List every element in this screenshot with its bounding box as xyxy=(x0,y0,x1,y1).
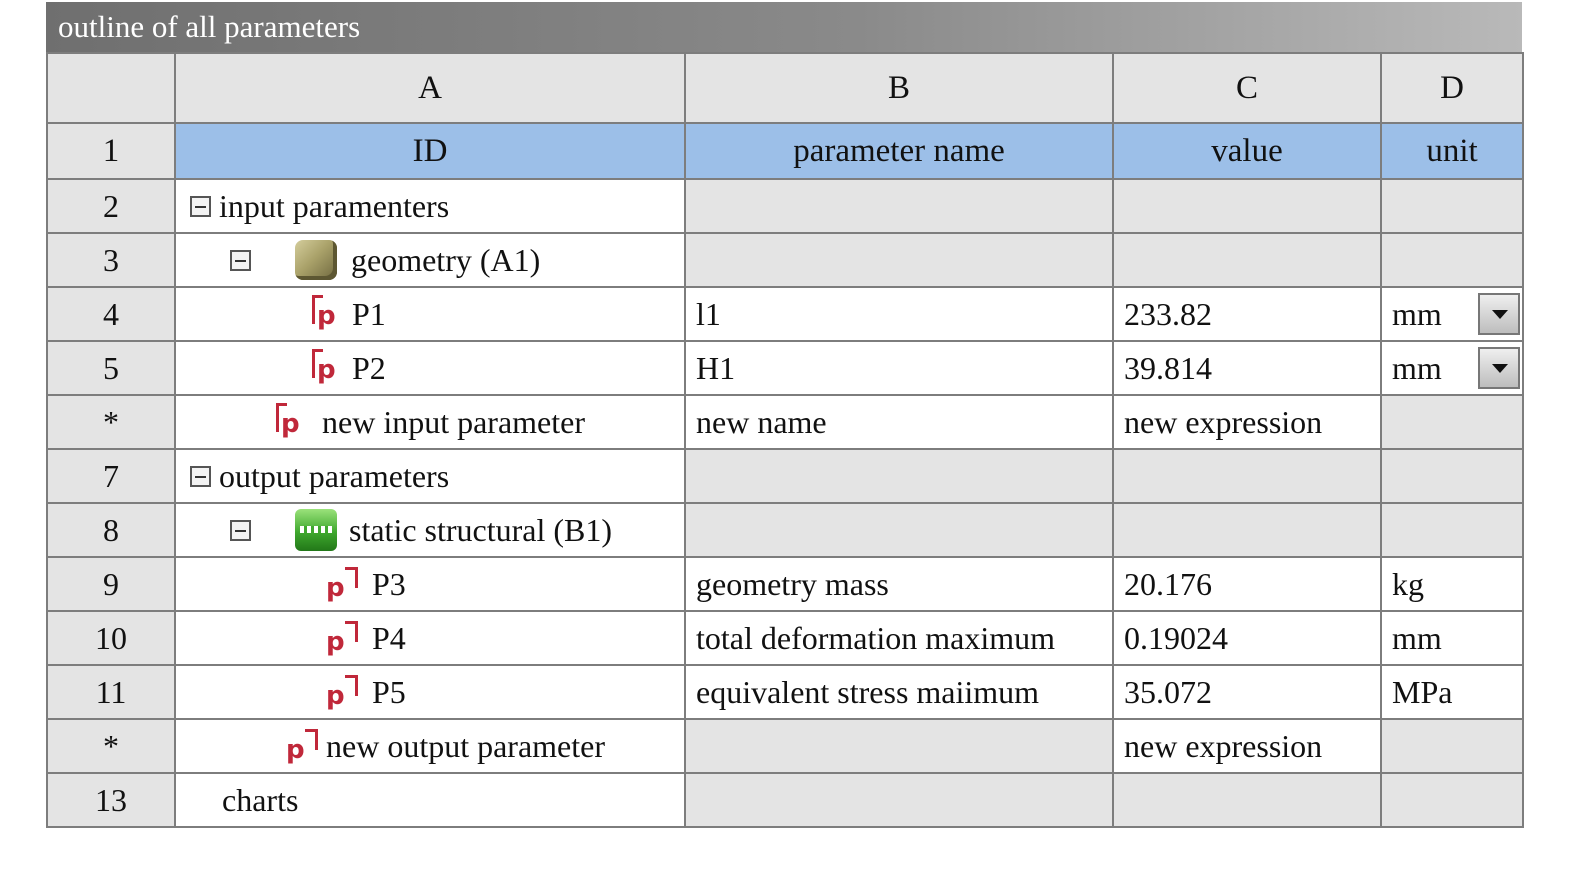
output-parameter-icon: p xyxy=(326,565,358,603)
column-letter-row xyxy=(47,53,1523,123)
table-row[interactable] xyxy=(47,233,1523,287)
input-parameter-icon: p xyxy=(312,295,344,333)
new-input-parameter-label: new input parameter xyxy=(322,403,585,440)
row-number[interactable]: 8 xyxy=(47,503,175,557)
parameter-name-cell[interactable]: equivalent stress maiimum xyxy=(685,665,1113,719)
header-unit: unit xyxy=(1381,123,1523,179)
table-row[interactable] xyxy=(47,773,1523,827)
value-cell xyxy=(1113,179,1381,233)
unit-cell xyxy=(1381,449,1523,503)
id-cell[interactable] xyxy=(175,341,685,395)
id-cell[interactable] xyxy=(175,665,685,719)
header-value: value xyxy=(1113,123,1381,179)
value-cell xyxy=(1113,449,1381,503)
parameter-id: P1 xyxy=(352,295,386,332)
header-id: ID xyxy=(175,123,685,179)
row-number[interactable]: * xyxy=(47,395,175,449)
parameter-id: P2 xyxy=(352,349,386,386)
parameter-name-cell[interactable]: H1 xyxy=(685,341,1113,395)
table-row[interactable] xyxy=(47,611,1523,665)
unit-cell: kg xyxy=(1381,557,1523,611)
id-cell[interactable] xyxy=(175,773,685,827)
row-number[interactable]: 9 xyxy=(47,557,175,611)
table-row[interactable] xyxy=(47,395,1523,449)
group-label-output-parameters: output parameters xyxy=(219,457,450,494)
row-number[interactable]: * xyxy=(47,719,175,773)
name-cell xyxy=(685,233,1113,287)
parameter-name-cell[interactable]: total deformation maximum xyxy=(685,611,1113,665)
unit-value: mm xyxy=(1392,349,1442,386)
name-cell xyxy=(685,719,1113,773)
name-cell xyxy=(685,449,1113,503)
unit-cell xyxy=(1381,395,1523,449)
new-output-parameter-label: new output parameter xyxy=(326,727,605,764)
id-cell[interactable] xyxy=(175,233,685,287)
output-parameter-icon: p xyxy=(286,727,318,765)
header-parameter-name: parameter name xyxy=(685,123,1113,179)
parameter-value-cell[interactable]: 233.82 xyxy=(1113,287,1381,341)
corner-cell xyxy=(47,53,175,123)
unit-cell xyxy=(1381,773,1523,827)
row-number[interactable]: 7 xyxy=(47,449,175,503)
static-structural-icon xyxy=(295,509,337,551)
unit-cell: MPa xyxy=(1381,665,1523,719)
table-row[interactable] xyxy=(47,557,1523,611)
parameters-table xyxy=(46,52,1524,828)
column-header-d[interactable]: D xyxy=(1381,53,1523,123)
name-cell xyxy=(685,179,1113,233)
value-cell xyxy=(1113,773,1381,827)
system-label-geometry: geometry (A1) xyxy=(351,241,541,278)
parameter-name-cell[interactable]: geometry mass xyxy=(685,557,1113,611)
value-cell xyxy=(1113,233,1381,287)
charts-label: charts xyxy=(222,781,299,818)
output-parameter-icon: p xyxy=(326,673,358,711)
table-row[interactable] xyxy=(47,503,1523,557)
dropdown-arrow-icon[interactable] xyxy=(1478,293,1520,335)
column-header-a[interactable]: A xyxy=(175,53,685,123)
parameters-outline-panel xyxy=(46,2,1522,828)
id-cell[interactable] xyxy=(175,719,685,773)
id-cell[interactable] xyxy=(175,179,685,233)
parameter-id: P4 xyxy=(372,619,406,656)
table-row[interactable] xyxy=(47,341,1523,395)
id-cell[interactable] xyxy=(175,449,685,503)
row-number[interactable]: 11 xyxy=(47,665,175,719)
parameter-id: P5 xyxy=(372,673,406,710)
new-name-cell[interactable]: new name xyxy=(685,395,1113,449)
row-number[interactable]: 10 xyxy=(47,611,175,665)
row-number[interactable]: 5 xyxy=(47,341,175,395)
table-row[interactable] xyxy=(47,665,1523,719)
parameter-value-cell: 35.072 xyxy=(1113,665,1381,719)
unit-cell xyxy=(1381,179,1523,233)
parameter-name-cell[interactable]: l1 xyxy=(685,287,1113,341)
dropdown-arrow-icon[interactable] xyxy=(1478,347,1520,389)
unit-cell xyxy=(1381,503,1523,557)
parameter-id: P3 xyxy=(372,565,406,602)
collapse-minus-icon[interactable] xyxy=(190,466,211,487)
field-header-row xyxy=(47,123,1523,179)
column-header-c[interactable]: C xyxy=(1113,53,1381,123)
id-cell[interactable] xyxy=(175,503,685,557)
table-row[interactable] xyxy=(47,449,1523,503)
new-expression-cell[interactable]: new expression xyxy=(1113,395,1381,449)
collapse-minus-icon[interactable] xyxy=(230,520,251,541)
group-label-input-parameters: input paramenters xyxy=(219,187,450,224)
id-cell[interactable] xyxy=(175,611,685,665)
system-label-static-structural: static structural (B1) xyxy=(349,511,613,548)
output-parameter-icon: p xyxy=(326,619,358,657)
unit-cell[interactable] xyxy=(1381,287,1523,341)
value-cell xyxy=(1113,503,1381,557)
table-row[interactable] xyxy=(47,287,1523,341)
parameter-value-cell[interactable]: 39.814 xyxy=(1113,341,1381,395)
unit-cell xyxy=(1381,719,1523,773)
id-cell[interactable] xyxy=(175,395,685,449)
unit-cell xyxy=(1381,233,1523,287)
table-row[interactable] xyxy=(47,179,1523,233)
id-cell[interactable] xyxy=(175,287,685,341)
geometry-cube-icon xyxy=(295,240,337,280)
parameter-value-cell: 20.176 xyxy=(1113,557,1381,611)
row-number[interactable]: 4 xyxy=(47,287,175,341)
parameter-value-cell: 0.19024 xyxy=(1113,611,1381,665)
table-row[interactable] xyxy=(47,719,1523,773)
name-cell xyxy=(685,503,1113,557)
column-header-b[interactable]: B xyxy=(685,53,1113,123)
panel-title: outline of all parameters xyxy=(46,2,1522,52)
id-cell[interactable] xyxy=(175,557,685,611)
row-number[interactable]: 13 xyxy=(47,773,175,827)
unit-cell[interactable] xyxy=(1381,341,1523,395)
unit-value: mm xyxy=(1392,295,1442,332)
collapse-minus-icon[interactable] xyxy=(190,196,211,217)
unit-cell: mm xyxy=(1381,611,1523,665)
row-number[interactable]: 1 xyxy=(47,123,175,179)
name-cell xyxy=(685,773,1113,827)
new-expression-cell[interactable]: new expression xyxy=(1113,719,1381,773)
row-number[interactable]: 3 xyxy=(47,233,175,287)
input-parameter-icon: p xyxy=(312,349,344,387)
row-number[interactable]: 2 xyxy=(47,179,175,233)
collapse-minus-icon[interactable] xyxy=(230,250,251,271)
input-parameter-icon: p xyxy=(276,403,308,441)
